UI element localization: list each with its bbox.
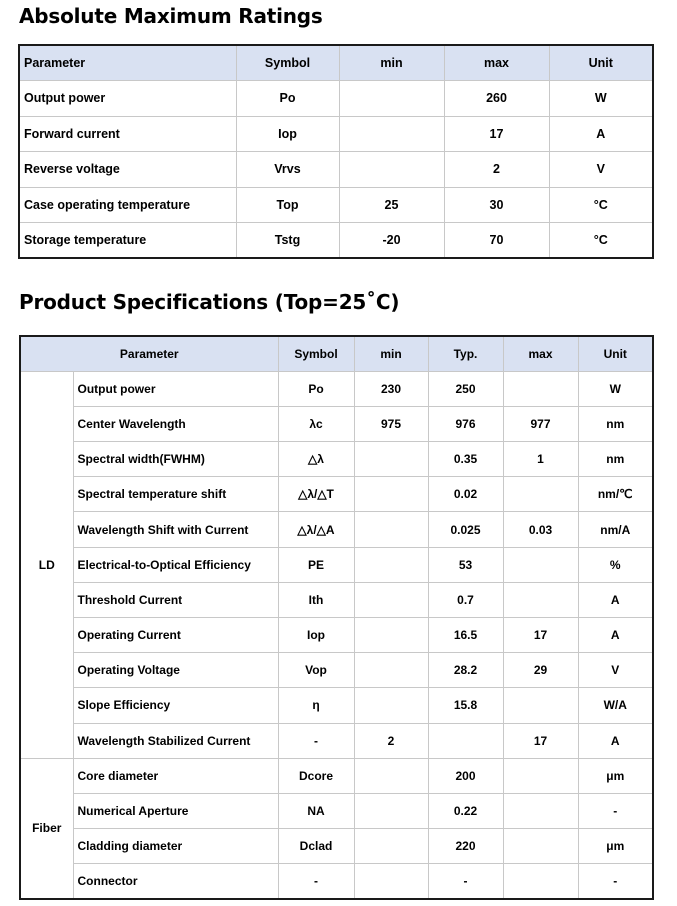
table-cell: Reverse voltage — [19, 152, 236, 188]
table-cell: - — [278, 723, 354, 758]
table-cell: 15.8 — [428, 688, 503, 723]
table-cell: Operating Current — [73, 618, 278, 653]
table-row — [20, 864, 653, 899]
table-cell — [354, 442, 428, 477]
table-row — [20, 477, 653, 512]
table-cell — [354, 793, 428, 828]
product-specifications-table — [19, 335, 654, 900]
table-cell: △λ — [278, 442, 354, 477]
header-max: max — [444, 45, 549, 81]
table-cell: 0.02 — [428, 477, 503, 512]
table-cell: A — [578, 723, 653, 758]
table-cell: Output power — [19, 81, 236, 117]
table-cell — [503, 477, 578, 512]
table-cell: A — [578, 582, 653, 617]
table-cell: Forward current — [19, 116, 236, 152]
table-cell: 29 — [503, 653, 578, 688]
header-min: min — [354, 336, 428, 371]
table-cell: 0.35 — [428, 442, 503, 477]
header-symbol: Symbol — [278, 336, 354, 371]
table-cell: Dcore — [278, 758, 354, 793]
product-specifications-title: Product Specifications (Top=25˚C) — [19, 290, 400, 314]
table-row — [20, 371, 653, 406]
table-cell: μm — [578, 758, 653, 793]
table-cell: °C — [549, 223, 653, 259]
table-cell — [354, 618, 428, 653]
table-cell — [503, 829, 578, 864]
table-cell: °C — [549, 187, 653, 223]
table-cell: nm/℃ — [578, 477, 653, 512]
table-cell: 2 — [444, 152, 549, 188]
table-cell: 53 — [428, 547, 503, 582]
absolute-maximum-ratings-title: Absolute Maximum Ratings — [19, 4, 323, 28]
table-cell — [428, 723, 503, 758]
table-cell: Case operating temperature — [19, 187, 236, 223]
table-cell — [503, 758, 578, 793]
table-cell — [503, 688, 578, 723]
table-cell: NA — [278, 793, 354, 828]
table-cell: 0.7 — [428, 582, 503, 617]
table-cell — [503, 793, 578, 828]
table-cell: 17 — [503, 618, 578, 653]
table-cell: Vrvs — [236, 152, 339, 188]
table-cell: Dclad — [278, 829, 354, 864]
table-header-row — [20, 336, 653, 371]
header-unit: Unit — [578, 336, 653, 371]
table-cell: Operating Voltage — [73, 653, 278, 688]
table-cell — [354, 477, 428, 512]
table-row — [20, 547, 653, 582]
table-row — [20, 582, 653, 617]
table-cell: Iop — [278, 618, 354, 653]
table-row — [20, 688, 653, 723]
table-cell — [339, 152, 444, 188]
table-cell: - — [278, 864, 354, 899]
table-cell: Spectral temperature shift — [73, 477, 278, 512]
header-unit: Unit — [549, 45, 653, 81]
header-max: max — [503, 336, 578, 371]
table-cell: % — [578, 547, 653, 582]
table-cell: 975 — [354, 406, 428, 441]
table-cell — [503, 864, 578, 899]
table-cell: Tstg — [236, 223, 339, 259]
table-row — [20, 758, 653, 793]
table-row — [20, 793, 653, 828]
table-cell: Electrical-to-Optical Efficiency — [73, 547, 278, 582]
header-symbol: Symbol — [236, 45, 339, 81]
table-cell: λc — [278, 406, 354, 441]
table-cell — [354, 829, 428, 864]
table-row — [20, 723, 653, 758]
table-cell: 17 — [503, 723, 578, 758]
table-cell: W — [549, 81, 653, 117]
table-cell: Core diameter — [73, 758, 278, 793]
table-cell: - — [428, 864, 503, 899]
table-cell: 977 — [503, 406, 578, 441]
table-cell — [339, 81, 444, 117]
table-cell — [503, 371, 578, 406]
table-cell: Threshold Current — [73, 582, 278, 617]
table-cell: Storage temperature — [24, 233, 147, 247]
table-row — [20, 653, 653, 688]
table-cell: 0.025 — [428, 512, 503, 547]
table-cell: Cladding diameter — [73, 829, 278, 864]
table-row — [19, 152, 653, 188]
table-cell — [354, 864, 428, 899]
table-cell: 260 — [444, 81, 549, 117]
table-cell: 16.5 — [428, 618, 503, 653]
table-row — [19, 223, 653, 259]
table-cell: A — [549, 116, 653, 152]
table-row — [20, 406, 653, 441]
table-cell: nm/A — [578, 512, 653, 547]
table-cell: 1 — [503, 442, 578, 477]
table-cell — [339, 116, 444, 152]
table-cell: A — [578, 618, 653, 653]
header-parameter: Parameter — [20, 336, 278, 371]
table-cell: Spectral width(FWHM) — [73, 442, 278, 477]
table-cell: 0.22 — [428, 793, 503, 828]
table-cell: nm — [578, 406, 653, 441]
table-row — [20, 829, 653, 864]
group-label: Fiber — [20, 758, 73, 899]
table-cell — [354, 582, 428, 617]
table-cell: Center Wavelength — [73, 406, 278, 441]
table-cell: η — [278, 688, 354, 723]
header-typ: Typ. — [428, 336, 503, 371]
table-header-row — [19, 45, 653, 81]
table-cell: V — [578, 653, 653, 688]
table-cell: Ith — [278, 582, 354, 617]
table-row — [20, 512, 653, 547]
table-cell: 976 — [428, 406, 503, 441]
table-row — [19, 187, 653, 223]
table-cell: PE — [278, 547, 354, 582]
table-row — [20, 442, 653, 477]
table-cell: Po — [278, 371, 354, 406]
table-cell: Slope Efficiency — [73, 688, 278, 723]
table-cell: nm — [578, 442, 653, 477]
table-cell: △λ/△A — [278, 512, 354, 547]
table-cell: 28.2 — [428, 653, 503, 688]
table-cell: 230 — [354, 371, 428, 406]
table-cell: 17 — [444, 116, 549, 152]
table-cell: μm — [578, 829, 653, 864]
table-cell — [503, 547, 578, 582]
table-cell: V — [549, 152, 653, 188]
table-cell: 2 — [354, 723, 428, 758]
table-cell — [354, 653, 428, 688]
table-cell: Wavelength Stabilized Current — [73, 723, 278, 758]
table-cell: -20 — [339, 223, 444, 259]
table-cell — [354, 547, 428, 582]
table-cell: Iop — [236, 116, 339, 152]
table-cell — [354, 758, 428, 793]
table-cell — [354, 512, 428, 547]
header-parameter: Parameter — [19, 45, 236, 81]
table-cell: 70 — [444, 223, 549, 259]
table-cell: - — [578, 793, 653, 828]
table-cell: Top — [236, 187, 339, 223]
group-label: LD — [20, 371, 73, 758]
table-cell: 200 — [428, 758, 503, 793]
table-cell: 0.03 — [503, 512, 578, 547]
absolute-maximum-ratings-table — [18, 44, 654, 259]
table-cell: 220 — [428, 829, 503, 864]
table-cell — [354, 688, 428, 723]
table-cell: Numerical Aperture — [73, 793, 278, 828]
table-row — [19, 116, 653, 152]
table-row — [19, 81, 653, 117]
table-row — [20, 618, 653, 653]
table-cell: Output power — [73, 371, 278, 406]
table-cell: △λ/△T — [278, 477, 354, 512]
table-cell — [503, 582, 578, 617]
header-min: min — [339, 45, 444, 81]
table-cell: Vop — [278, 653, 354, 688]
table-cell: - — [578, 864, 653, 899]
table-cell: W/A — [578, 688, 653, 723]
table-cell: Connector — [73, 864, 278, 899]
table-cell: Wavelength Shift with Current — [73, 512, 278, 547]
table-cell: 25 — [339, 187, 444, 223]
table-cell: W — [578, 371, 653, 406]
table-cell: 250 — [428, 371, 503, 406]
table-cell: Po — [236, 81, 339, 117]
table-cell: 30 — [444, 187, 549, 223]
